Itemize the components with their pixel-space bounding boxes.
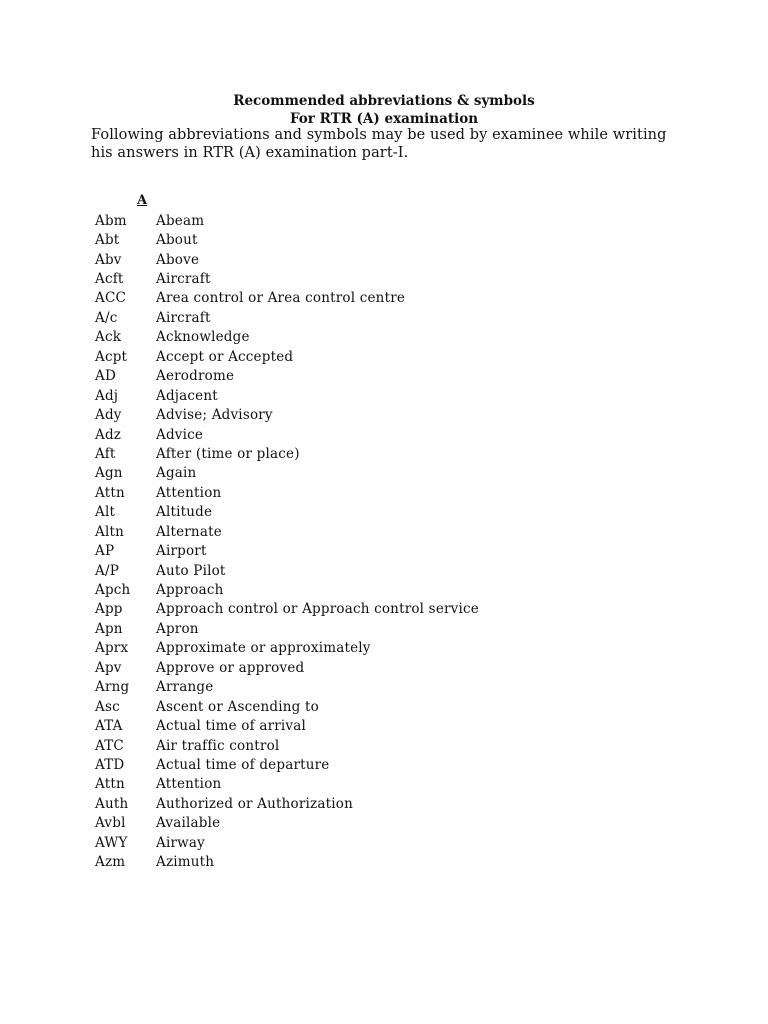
abbreviation-meaning: Available <box>156 815 221 832</box>
abbreviation: Agn <box>95 465 123 482</box>
list-item <box>95 328 655 347</box>
abbreviation-list <box>95 211 655 872</box>
abbreviation: Apch <box>95 582 131 599</box>
list-item <box>95 561 655 580</box>
abbreviation: Apn <box>95 620 123 637</box>
abbreviation-meaning: Alternate <box>156 523 222 540</box>
abbreviation-meaning: Arrange <box>156 679 214 696</box>
list-item <box>95 600 655 619</box>
list-item <box>95 619 655 638</box>
list-item <box>95 658 655 677</box>
list-item <box>95 444 655 463</box>
list-item <box>95 755 655 774</box>
abbreviation-meaning: Approximate or approximately <box>156 640 371 657</box>
list-item <box>95 716 655 735</box>
list-item <box>95 541 655 560</box>
abbreviation: Abt <box>95 232 120 249</box>
abbreviation: Ack <box>95 329 122 346</box>
abbreviation: AD <box>95 368 116 385</box>
abbreviation-meaning: Aircraft <box>156 271 211 288</box>
abbreviation-meaning: Advice <box>156 426 204 443</box>
abbreviation: Abm <box>95 212 127 229</box>
abbreviation-meaning: Area control or Area control centre <box>156 290 406 307</box>
list-item <box>95 230 655 249</box>
abbreviation-meaning: About <box>156 232 198 249</box>
abbreviation: ATD <box>95 756 125 773</box>
abbreviation-meaning: Approach control or Approach control service <box>156 601 479 618</box>
abbreviation: Ady <box>95 407 122 424</box>
abbreviation-meaning: Aerodrome <box>156 368 235 385</box>
abbreviation: Auth <box>95 795 129 812</box>
abbreviation-meaning: Attention <box>156 484 222 501</box>
abbreviation: ATA <box>95 718 123 735</box>
abbreviation-meaning: Approach <box>156 582 224 599</box>
abbreviation-meaning: After (time or place) <box>156 445 300 462</box>
abbreviation: Aprx <box>95 640 129 657</box>
list-item <box>95 580 655 599</box>
abbreviation: A/c <box>95 309 118 326</box>
abbreviation-meaning: Actual time of departure <box>156 756 330 773</box>
list-item <box>95 833 655 852</box>
abbreviation-meaning: Authorized or Authorization <box>156 795 353 812</box>
abbreviation: Acpt <box>95 348 128 365</box>
section-heading: A <box>137 193 148 208</box>
abbreviation: ACC <box>95 290 127 307</box>
list-item <box>95 775 655 794</box>
document-subtitle: For RTR (A) examination <box>289 111 479 127</box>
list-item <box>95 347 655 366</box>
abbreviation: ATC <box>95 737 124 754</box>
list-item <box>95 405 655 424</box>
abbreviation: Acft <box>95 271 124 288</box>
abbreviation: Adz <box>95 426 122 443</box>
list-item <box>95 367 655 386</box>
list-item <box>95 678 655 697</box>
list-item <box>95 425 655 444</box>
abbreviation: Adj <box>95 387 119 404</box>
abbreviation: Alt <box>95 504 116 521</box>
abbreviation: Azm <box>95 854 126 871</box>
abbreviation: Attn <box>95 776 125 793</box>
abbreviation-meaning: Altitude <box>156 504 213 521</box>
abbreviation-meaning: Again <box>156 465 197 482</box>
list-item <box>95 639 655 658</box>
intro-paragraph: Following abbreviations and symbols may be used by examinee while writing his answers in RTR (A) examination part-I. <box>91 127 667 161</box>
abbreviation-meaning: Adjacent <box>156 387 218 404</box>
list-item <box>95 814 655 833</box>
abbreviation-meaning: Accept or Accepted <box>156 348 294 365</box>
abbreviation: Attn <box>95 484 125 501</box>
abbreviation-meaning: Azimuth <box>156 854 215 871</box>
document-title: Recommended abbreviations & symbols <box>233 93 535 109</box>
abbreviation: App <box>95 601 123 618</box>
abbreviation: Abv <box>95 251 122 268</box>
abbreviation: Altn <box>95 523 124 540</box>
abbreviation: AP <box>95 543 115 560</box>
abbreviation-meaning: Airport <box>156 543 207 560</box>
list-item <box>95 794 655 813</box>
abbreviation: Asc <box>95 698 120 715</box>
abbreviation-meaning: Attention <box>156 776 222 793</box>
list-item <box>95 464 655 483</box>
list-item <box>95 289 655 308</box>
list-item <box>95 250 655 269</box>
list-item <box>95 308 655 327</box>
list-item <box>95 269 655 288</box>
abbreviation-meaning: Actual time of arrival <box>156 718 306 735</box>
abbreviation: A/P <box>95 562 119 579</box>
list-item <box>95 697 655 716</box>
abbreviation-meaning: Acknowledge <box>156 329 250 346</box>
list-item <box>95 483 655 502</box>
abbreviation-meaning: Apron <box>156 620 199 637</box>
abbreviation-meaning: Ascent or Ascending to <box>156 698 319 715</box>
abbreviation: AWY <box>95 834 128 851</box>
abbreviation-meaning: Aircraft <box>156 309 211 326</box>
abbreviation: Avbl <box>95 815 126 832</box>
abbreviation-meaning: Approve or approved <box>156 659 305 676</box>
abbreviation: Aft <box>95 445 116 462</box>
abbreviation-meaning: Air traffic control <box>156 737 280 754</box>
abbreviation-meaning: Auto Pilot <box>156 562 226 579</box>
abbreviation-meaning: Above <box>156 251 200 268</box>
abbreviation: Apv <box>95 659 122 676</box>
abbreviation-meaning: Advise; Advisory <box>156 407 273 424</box>
list-item <box>95 503 655 522</box>
list-item <box>95 211 655 230</box>
abbreviation-meaning: Airway <box>156 834 205 851</box>
list-item <box>95 736 655 755</box>
abbreviation: Arng <box>95 679 130 696</box>
abbreviation-meaning: Abeam <box>156 212 205 229</box>
list-item <box>95 852 655 871</box>
list-item <box>95 386 655 405</box>
list-item <box>95 522 655 541</box>
